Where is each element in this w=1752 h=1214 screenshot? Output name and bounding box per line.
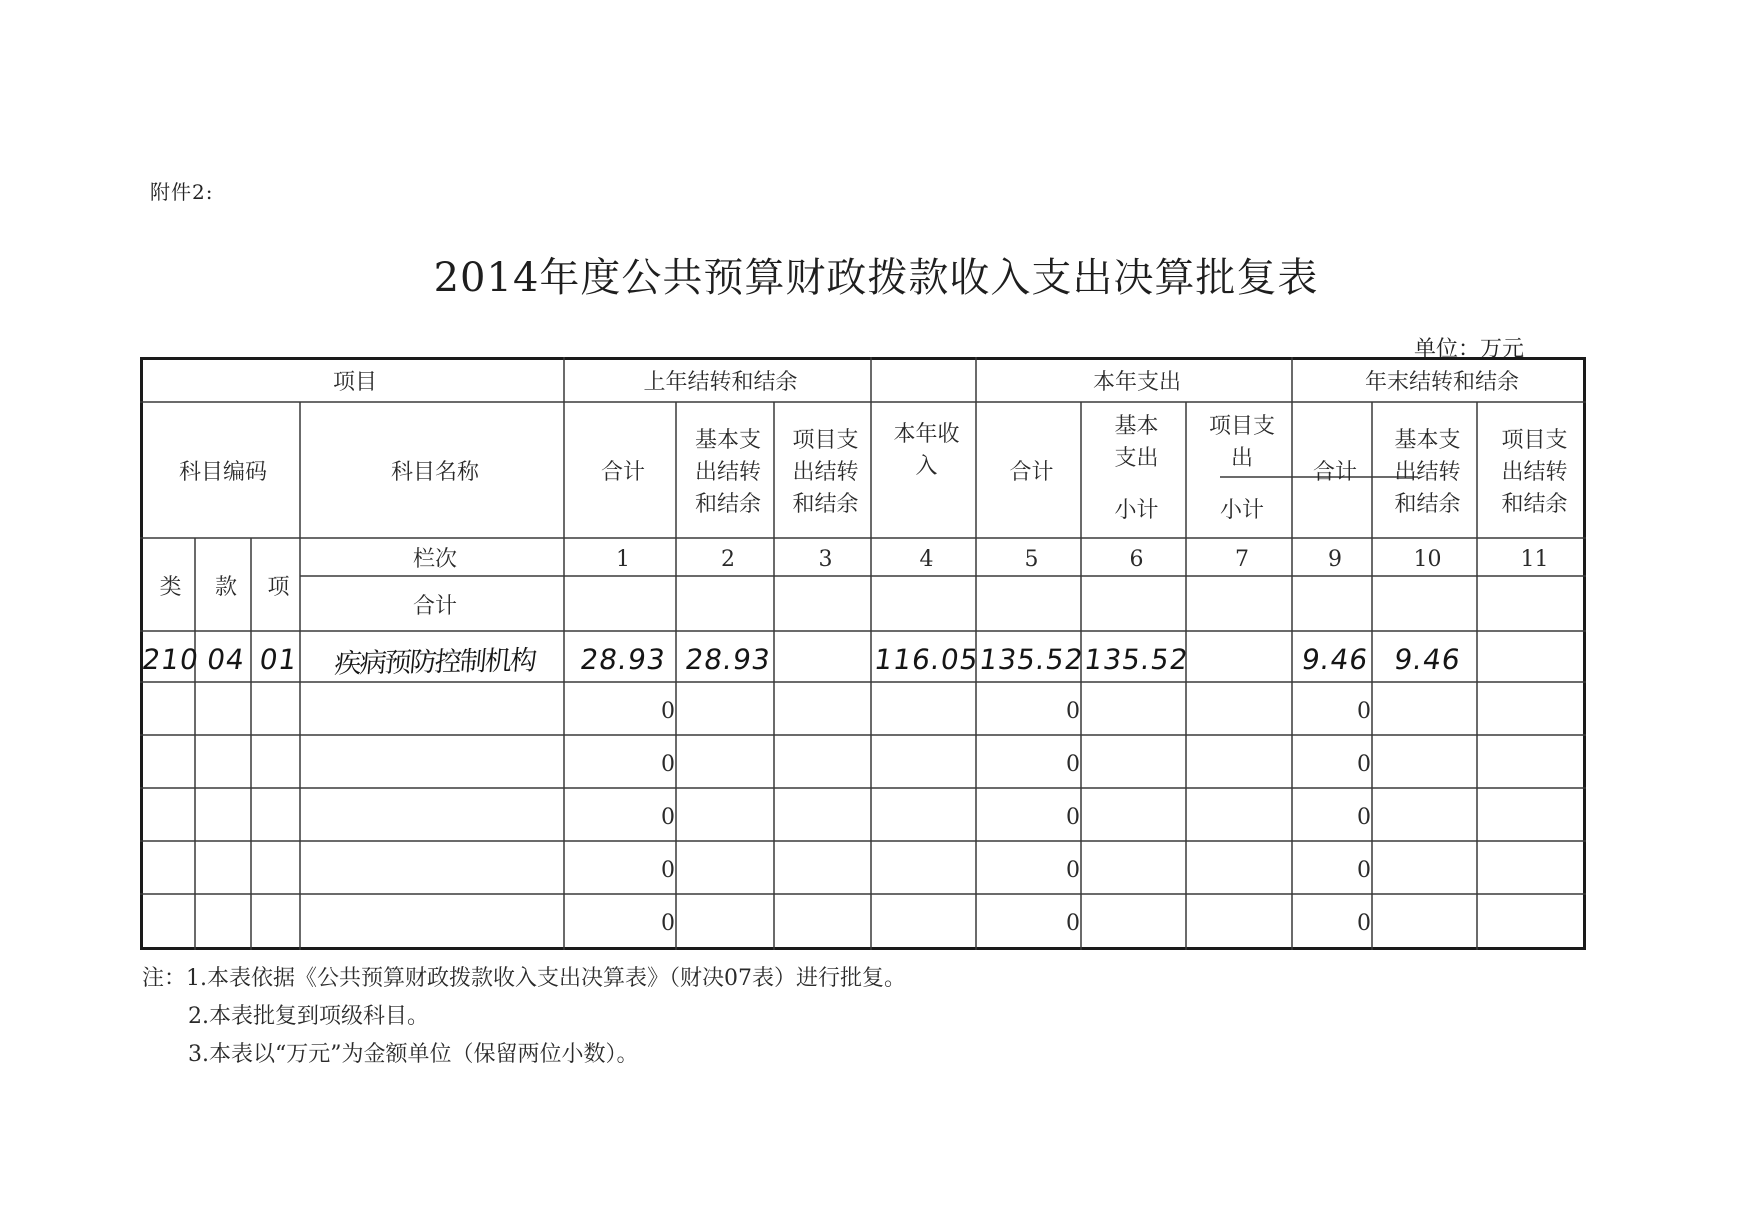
empty-row-expense-total: 0 <box>1066 804 1080 830</box>
header-item: 项目 <box>332 369 377 395</box>
row-income: 116.05 <box>872 643 981 676</box>
header-class: 类 <box>159 574 182 600</box>
column-number: 7 <box>1235 547 1249 572</box>
header-project-expense: 项目支出 <box>1209 413 1276 471</box>
empty-row-expense-total: 0 <box>1066 910 1080 936</box>
column-number: 10 <box>1413 547 1442 572</box>
page-title: 2014年度公共预算财政拨款收入支出决算批复表 <box>433 255 1319 301</box>
empty-row-end-total: 0 <box>1357 698 1371 724</box>
column-number: 6 <box>1129 547 1144 572</box>
header-expense-total: 合计 <box>1009 460 1054 485</box>
row-expense-total: 135.52 <box>977 643 1086 676</box>
empty-row-expense-total: 0 <box>1066 857 1080 883</box>
header-basic-subtotal: 小计 <box>1114 497 1159 523</box>
note-item: 1.本表依据《公共预算财政拨款收入支出决算表》（财决07表）进行批复。 <box>186 966 907 991</box>
attachment-label: 附件2: <box>150 180 214 204</box>
notes-prefix: 注： <box>142 966 187 991</box>
header-end-balance: 年末结转和结余 <box>1364 369 1519 395</box>
header-current-income: 本年收入 <box>893 421 960 479</box>
header-subject-code: 科目编码 <box>178 460 267 485</box>
header-prev-total: 合计 <box>600 460 645 485</box>
row-prev-basic: 28.93 <box>683 643 773 676</box>
row-section-code: 04 <box>204 643 248 676</box>
empty-row-end-total: 0 <box>1357 751 1371 777</box>
empty-row-prev-total: 0 <box>661 751 675 777</box>
row-end-total: 9.46 <box>1299 643 1371 676</box>
column-number: 3 <box>818 547 833 572</box>
empty-row-prev-total: 0 <box>661 857 675 883</box>
empty-row-expense-total: 0 <box>1066 698 1080 724</box>
row-end-basic: 9.46 <box>1392 643 1463 676</box>
header-current-expense: 本年支出 <box>1092 369 1181 395</box>
row-expense-basic: 135.52 <box>1082 643 1191 676</box>
empty-row-expense-total: 0 <box>1066 751 1080 777</box>
header-basic-expense: 基本支出 <box>1114 413 1159 471</box>
column-number: 4 <box>919 547 934 572</box>
header-end-total: 合计 <box>1312 460 1357 485</box>
empty-row-prev-total: 0 <box>661 804 675 830</box>
notes-section <box>142 960 906 1074</box>
empty-row-end-total: 0 <box>1357 804 1371 830</box>
header-subject-name: 科目名称 <box>390 460 479 485</box>
empty-row-end-total: 0 <box>1357 857 1371 883</box>
header-section: 款 <box>214 574 237 600</box>
note-item: 3.本表以“万元”为金额单位（保留两位小数）。 <box>188 1042 639 1067</box>
column-number: 2 <box>721 547 735 572</box>
empty-row-end-total: 0 <box>1357 910 1371 936</box>
row-class-code: 210 <box>139 643 202 676</box>
column-number: 11 <box>1520 547 1549 572</box>
header-prev-basic: 基本支出结转和结余 <box>694 428 761 517</box>
row-subject-name: 疾病预防控制机构 <box>333 645 537 680</box>
note-item: 2.本表批复到项级科目。 <box>188 1004 429 1029</box>
grand-total-label: 合计 <box>412 593 457 619</box>
empty-row-prev-total: 0 <box>661 910 675 936</box>
column-number: 9 <box>1328 547 1342 572</box>
empty-row-prev-total: 0 <box>661 698 675 724</box>
budget-table <box>140 357 1586 950</box>
column-number: 1 <box>616 547 630 572</box>
header-project-subtotal: 小计 <box>1219 497 1264 523</box>
column-index-label: 栏次 <box>412 547 457 572</box>
unit-label: 单位：万元 <box>1414 337 1525 362</box>
row-item-code: 01 <box>257 643 300 676</box>
header-item-level: 项 <box>267 574 290 600</box>
header-prev-balance: 上年结转和结余 <box>643 369 798 395</box>
row-prev-total: 28.93 <box>578 643 668 676</box>
header-prev-project: 项目支出结转和结余 <box>792 428 859 517</box>
column-number: 5 <box>1024 547 1039 572</box>
header-end-basic: 基本支出结转和结余 <box>1394 428 1461 517</box>
header-end-project: 项目支出结转和结余 <box>1501 428 1568 517</box>
